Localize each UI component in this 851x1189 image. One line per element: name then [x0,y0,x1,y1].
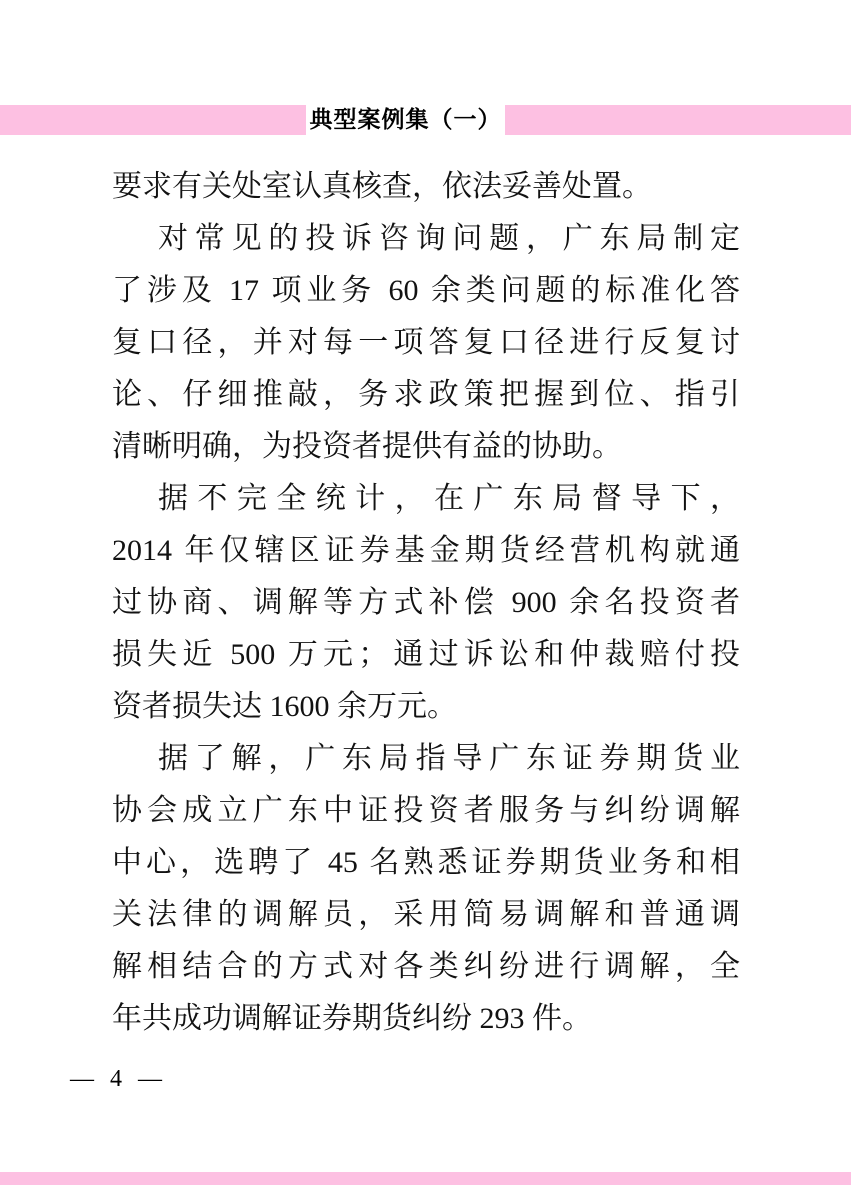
header-band-right [505,105,851,135]
header-band-left [0,105,306,135]
text-line: 要求有关处室认真核查，依法妥善处置。 [112,170,652,203]
text-line: 解相结合的方式对各类纠纷进行调解，全 [112,950,740,983]
text-line: 对常见的投诉咨询问题，广东局制定 [158,222,740,255]
text-line: 关法律的调解员，采用简易调解和普通调 [112,898,740,931]
text-line: 年共成功调解证券期货纠纷 293 件。 [112,1002,592,1035]
body-text [112,161,740,1045]
text-line: 资者损失达 1600 余万元。 [112,690,457,723]
text-line: 协会成立广东中证投资者服务与纠纷调解 [112,794,740,827]
text-line: 2014 年仅辖区证券基金期货经营机构就通 [112,534,740,567]
text-line: 中心，选聘了 45 名熟悉证券期货业务和相 [112,846,740,879]
page-header-title: 典型案例集（一） [309,106,502,132]
text-line: 清晰明确，为投资者提供有益的协助。 [112,430,622,463]
text-line: 损失近 500 万元；通过诉讼和仲裁赔付投 [112,638,740,671]
text-line: 论、仔细推敲，务求政策把握到位、指引 [112,378,740,411]
footer-band [0,1172,851,1185]
text-line: 复口径，并对每一项答复口径进行反复讨 [112,326,740,359]
page-number: — 4 — [70,1066,167,1092]
text-line: 据了解，广东局指导广东证券期货业 [158,742,740,775]
text-line: 过协商、调解等方式补偿 900 余名投资者 [112,586,740,619]
text-line: 据不完全统计，在广东局督导下， [158,482,740,515]
text-line: 了涉及 17 项业务 60 余类问题的标准化答 [112,274,740,307]
